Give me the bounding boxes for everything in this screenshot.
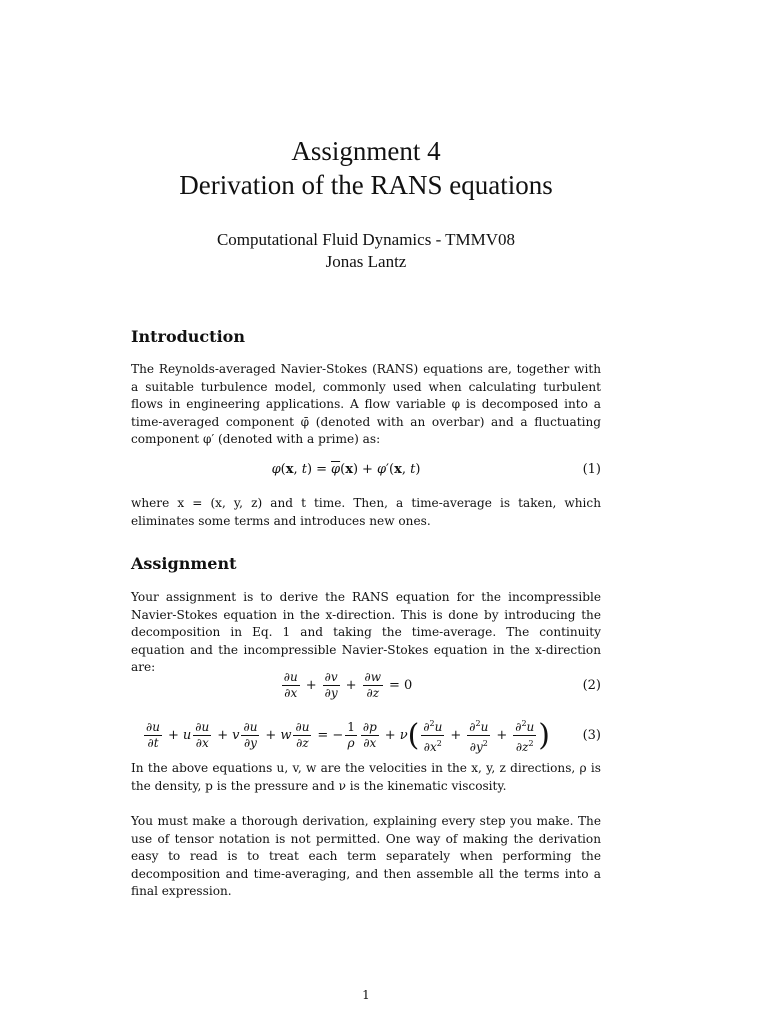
equation-3-body: $\frac{\partial u}{\partial t}$ + u $\frac{\partial u}{\partial x}$ + v $\frac{\partial u}{\partial y}$ + w $\frac{\partial u}{\partial z}$ = − $\frac{1}{\rho}$ $\frac{\partial p}{\partial x}$ + ν ( $\frac{\partial^2u}{\partial x^2}$ + $\frac{\partial^2u}{\partial y^2}$ + $\frac{\partial^2u}{\partial z^2}$ )	[146, 717, 550, 754]
introduction-heading: Introduction	[131, 327, 245, 346]
assignment-heading: Assignment	[131, 554, 237, 573]
equation-2-body: $\frac{\partial u}{\partial x}$ + $\frac{\partial v}{\partial y}$ + $\frac{\partial w}{\partial z}$ = 0	[283, 670, 413, 700]
assignment-title: Assignment 4	[291, 136, 441, 166]
equation-3	[131, 716, 601, 755]
page-number: 1	[362, 988, 370, 1002]
introduction-paragraph-2: where x = (x, y, z) and t time. Then, a time-average is taken, which eliminates some terms and introduces new ones.	[131, 496, 601, 528]
course-name: Computational Fluid Dynamics - TMMV08	[216, 230, 516, 249]
equation-3-number: (3)	[582, 728, 601, 743]
equation-1-number: (1)	[582, 462, 601, 477]
variables-paragraph: In the above equations u, v, w are the velocities in the x, y, z directions, ρ is the density, p is the pressure and ν is the kinematic viscosity.	[131, 761, 601, 793]
equation-2	[131, 670, 601, 701]
introduction-paragraph: The Reynolds-averaged Navier-Stokes (RANS) equations are, together with a suitable turbulence model, commonly used when calculating turbulent flows in engineering applications. A flow variable φ is decomposed into a time-averaged component φ̄ (denoted with an overbar) and a fluctuating component φ′ (denoted with a prime) as:	[131, 362, 601, 446]
equation-1	[131, 462, 601, 477]
course-meta	[0, 229, 732, 273]
title-block	[0, 134, 732, 202]
assignment-subtitle: Derivation of the RANS equations	[179, 170, 553, 200]
instructions-paragraph: You must make a thorough derivation, explaining every step you make. The use of tensor notation is not permitted. One way of making the derivation easy to read is to treat each term separately when performing the decomposition and time-averaging, and then assemble all the terms into a final expression.	[131, 814, 601, 898]
equation-2-number: (2)	[582, 678, 601, 693]
assignment-paragraph: Your assignment is to derive the RANS equation for the incompressible Navier-Stokes equation in the x-direction. This is done by introducing the decomposition in Eq. 1 and taking the time-average. The continuity equation and the incompressible Navier-Stokes equation in the x-direction are:	[131, 590, 601, 674]
equation-1-body: φ ( x , t ) = $\overline{\varphi}$ ( x ) + φ ′( x , t )	[271, 462, 421, 477]
author-name: Jonas Lantz	[325, 252, 407, 271]
